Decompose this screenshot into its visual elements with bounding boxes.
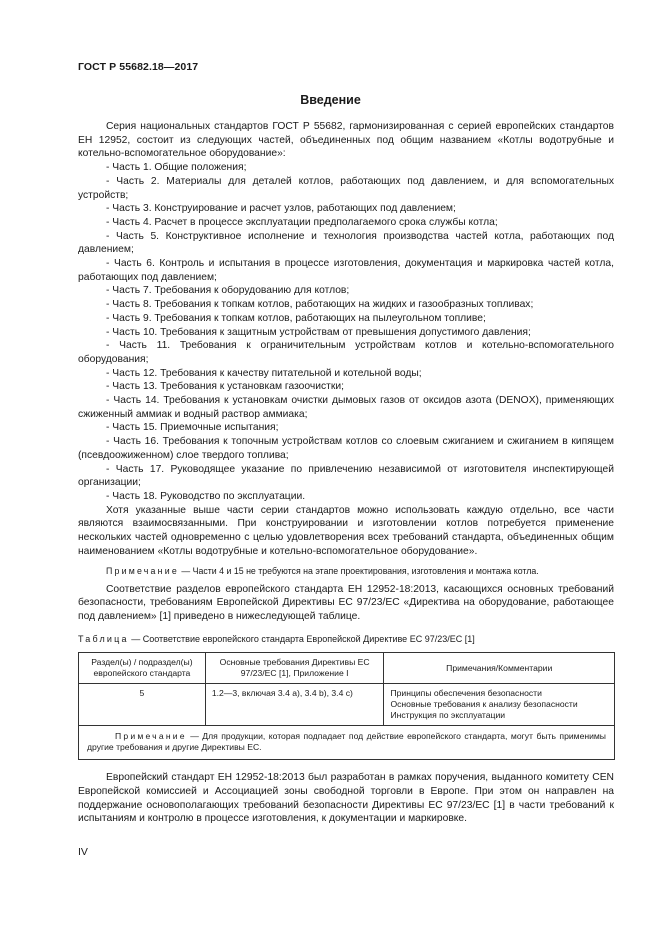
list-item: - Часть 15. Приемочные испытания;: [106, 422, 279, 434]
list-item: - Часть 16. Требования к топочным устройствам котлов со слоевым сжиганием и сжиганием в кипящем (псевдоожиженном) слое твердого топлива;: [78, 436, 614, 461]
list-item: - Часть 6. Контроль и испытания в процессе изготовления, документация и маркировка частей котла, работающих под давлением;: [78, 258, 614, 283]
list-item: - Часть 8. Требования к топкам котлов, работающих на жидких и газообразных топливах;: [106, 299, 534, 311]
table-cell-comments: [384, 684, 615, 726]
list-item: - Часть 3. Конструирование и расчет узлов, работающих под давлением;: [106, 203, 456, 215]
table-cell-section: 5: [79, 684, 206, 726]
table-caption: [78, 633, 614, 647]
table-note-text: — Для продукции, которая подпадает под действие европейского стандарта, могут быть применимы другие требования и другие Директивы ЕС.: [87, 731, 606, 753]
comment-line: Принципы обеспечения безопасности: [390, 688, 542, 699]
page-number: IV: [78, 846, 88, 858]
list-item: - Часть 7. Требования к оборудованию для котлов;: [106, 285, 350, 297]
closing-paragraph: Европейский стандарт ЕН 12952-18:2013 был разработан в рамках поручения, выданного комитету CEN Европейской комиссией и Ассоциацией зоны свободной торговли в Европе. При этом он направлен на поддержание основополагающих требований безопасности Директивы ЕС 97/23/ЕС [1] в части требований к испытаниям и контролю в процессе изготовления, к документации и маркировке.: [78, 772, 614, 825]
list-item: - Часть 11. Требования к ограничительным устройствам котлов и котельно-вспомогательного оборудования;: [78, 340, 614, 365]
list-item: - Часть 18. Руководство по эксплуатации.: [106, 490, 306, 502]
list-item: - Часть 4. Расчет в процессе эксплуатации предполагаемого срока службы котла;: [106, 216, 498, 228]
table-header-requirements: Основные требования Директивы ЕС 97/23/ЕС [1], Приложение I: [205, 653, 384, 684]
table-caption-text: — Соответствие европейского стандарта Европейской Директиве ЕС 97/23/ЕС [1]: [128, 633, 475, 644]
list-item: - Часть 5. Конструктивное исполнение и технология производства частей котла, работающих под давлением;: [78, 230, 614, 256]
section-title: Введение: [300, 93, 361, 107]
table-note-row: [79, 726, 615, 760]
paragraph-correspondence: Соответствие разделов европейского стандарта ЕН 12952-18:2013, касающихся основных требований безопасности, требованиям Европейской Директивы ЕС 97/23/ЕС «Директива на оборудование, работающее под давлением» [1] приведено в нижеследующей таблице.: [78, 583, 614, 622]
paragraph-interrelation: Хотя указанные выше части серии стандартов можно использовать каждую отдельно, все части являются взаимосвязанными. При конструировании и изготовлении котлов потребуется применение нескольких частей одновременно с целью удовлетворения всех требований стандарта, объединенных общим наименованием «Котлы водотрубные и котельно-вспомогательное оборудование».: [78, 504, 614, 557]
document-header: ГОСТ Р 55682.18—2017: [78, 61, 199, 73]
parts-list: [78, 161, 614, 504]
list-item: - Часть 9. Требования к топкам котлов, работающих на пылеугольном топливе;: [106, 312, 486, 324]
table-row: [79, 684, 615, 726]
note-parts: [78, 565, 614, 577]
table-header-section: Раздел(ы) / подраздел(ы) европейского стандарта: [79, 653, 206, 684]
list-item: - Часть 13. Требования к установкам газоочистки;: [106, 381, 344, 393]
list-item: - Часть 12. Требования к качеству питательной и котельной воды;: [106, 367, 422, 379]
table-cell-requirements: 1.2—3, включая 3.4 а), 3.4 b), 3.4 c): [205, 684, 384, 726]
note-text: — Части 4 и 15 не требуются на этапе проектирования, изготовления и монтажа котла.: [178, 565, 539, 576]
correspondence-table: [78, 652, 615, 760]
list-item: - Часть 17. Руководящее указание по привлечению независимой от изготовителя инспектирующей организации;: [78, 463, 614, 489]
comment-line: Основные требования к анализу безопасности: [390, 699, 578, 710]
comment-line: Инструкция по эксплуатации: [390, 710, 506, 721]
table-note: [79, 726, 615, 760]
note-label: Примечание: [106, 565, 179, 576]
table-caption-label: Таблица: [78, 633, 129, 644]
list-item: - Часть 2. Материалы для деталей котлов, работающих под давлением, и для вспомогательных устройств;: [78, 175, 614, 201]
list-item: - Часть 10. Требования к защитным устройствам от превышения допустимого давления;: [106, 326, 531, 338]
table-header-comments: Примечания/Комментарии: [384, 653, 615, 684]
list-item: - Часть 1. Общие положения;: [106, 162, 247, 174]
intro-paragraph: Серия национальных стандартов ГОСТ Р 55682, гармонизированная с серией европейских стандартов ЕН 12952, состоит из следующих частей, объединенных под общим названием «Котлы водотрубные и котельно-вспомогательное оборудование»:: [78, 121, 614, 160]
list-item: - Часть 14. Требования к установкам очистки дымовых газов от оксидов азота (DENOX), применяющих сжиженный аммиак и водный раствор аммиака;: [78, 395, 614, 420]
document-body: [78, 120, 614, 826]
table-note-label: Примечание: [115, 731, 187, 742]
table-header-row: [79, 653, 615, 684]
